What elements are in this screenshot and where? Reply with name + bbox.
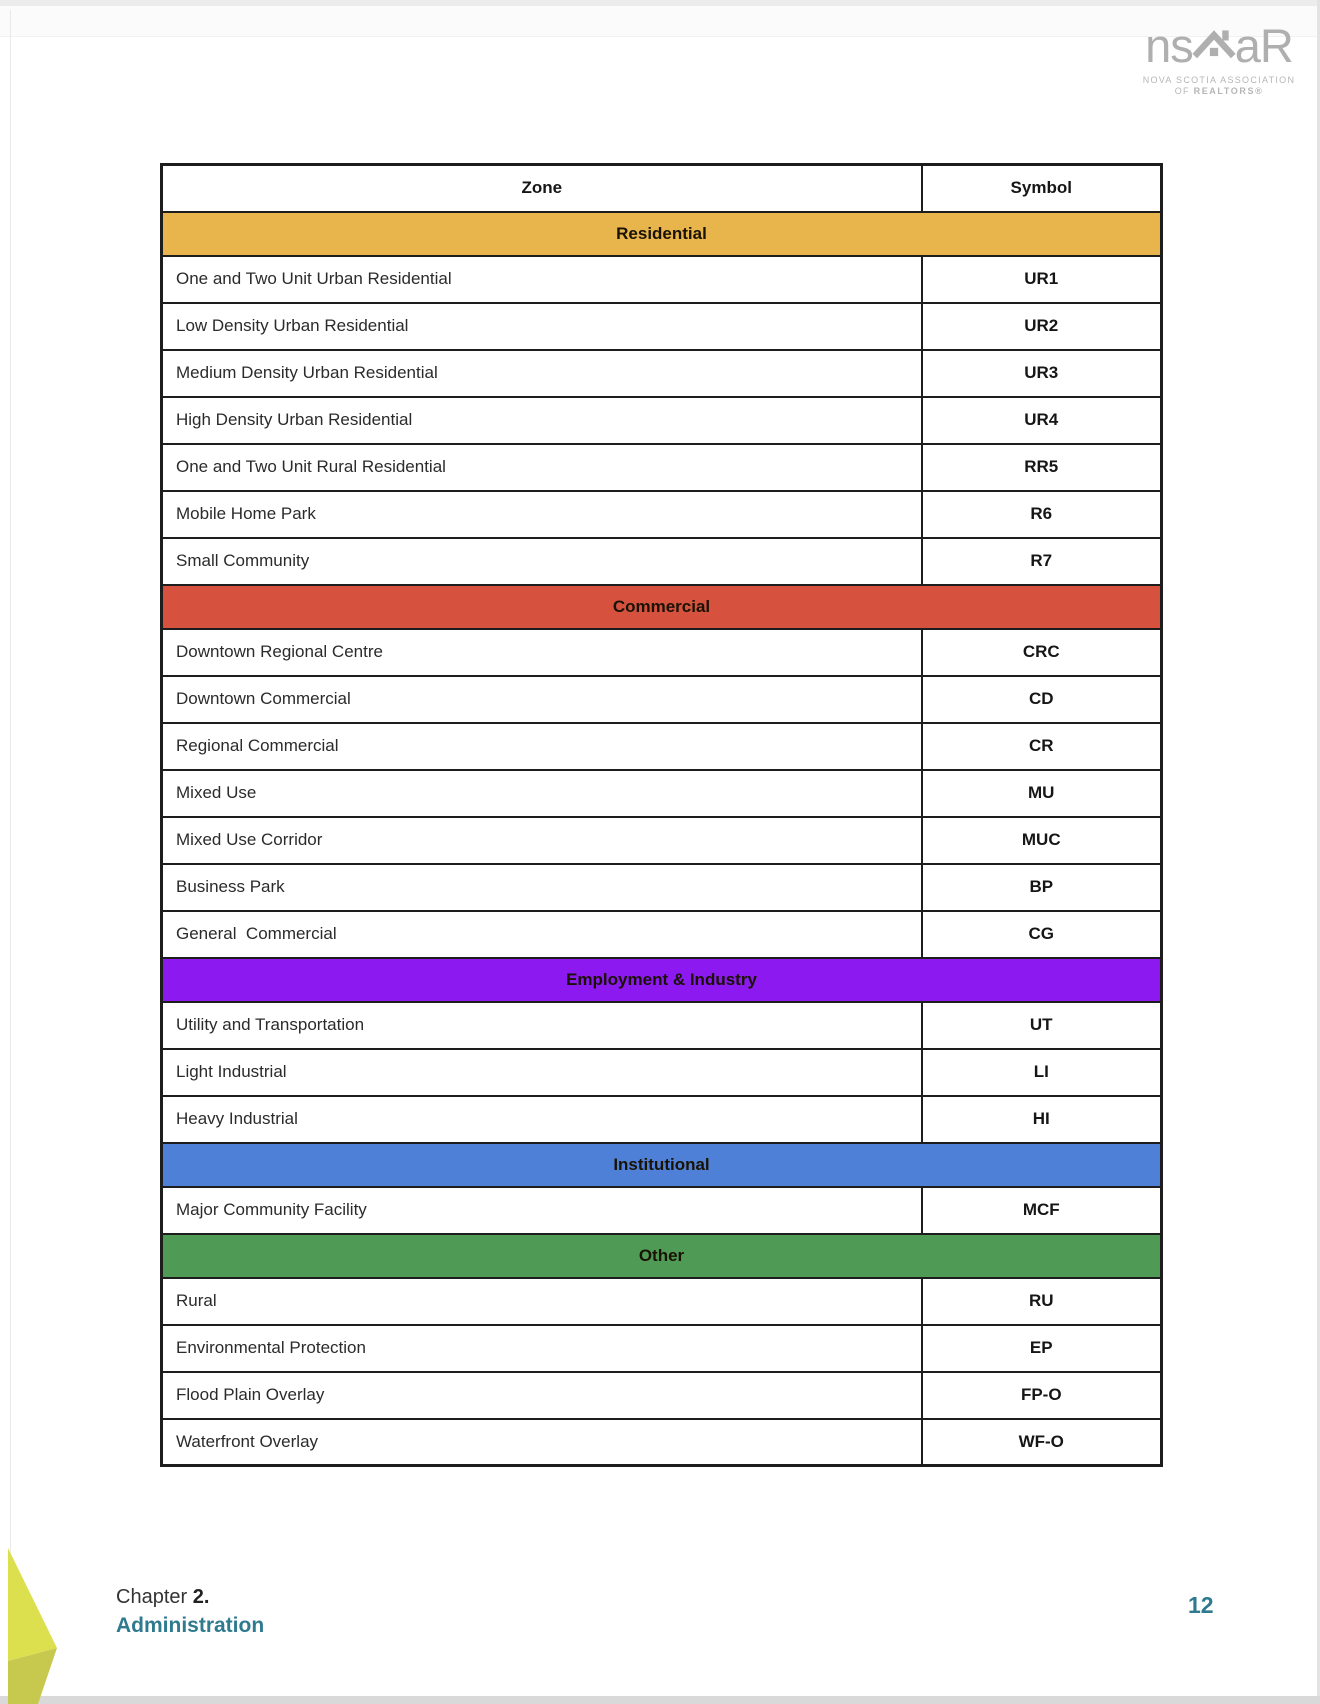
logo-subtitle-line1: NOVA SCOTIA ASSOCIATION <box>1142 75 1296 85</box>
table-row <box>162 1096 1162 1143</box>
table-row <box>162 397 1162 444</box>
section-band-label: Commercial <box>162 585 1162 629</box>
table-row <box>162 350 1162 397</box>
symbol-column-header: Symbol <box>922 165 1162 212</box>
table-row <box>162 1325 1162 1372</box>
table-row <box>162 538 1162 585</box>
table-row <box>162 1002 1162 1049</box>
zone-symbol: UR3 <box>922 350 1162 397</box>
zone-symbol: CD <box>922 676 1162 723</box>
zone-name: Mixed Use <box>162 770 922 817</box>
chapter-line <box>116 1586 264 1609</box>
nsar-logo <box>1134 19 1304 97</box>
zone-symbol: UR2 <box>922 303 1162 350</box>
page-number: 12 <box>1188 1592 1214 1618</box>
zone-name: Major Community Facility <box>162 1187 922 1234</box>
zone-symbol: R6 <box>922 491 1162 538</box>
zone-name: Utility and Transportation <box>162 1002 922 1049</box>
zone-symbol: CRC <box>922 629 1162 676</box>
table-row <box>162 770 1162 817</box>
zone-name: Downtown Regional Centre <box>162 629 922 676</box>
zone-name: Regional Commercial <box>162 723 922 770</box>
section-band-other <box>162 1234 1162 1278</box>
table-row <box>162 723 1162 770</box>
table-row <box>162 1278 1162 1325</box>
zone-name: Heavy Industrial <box>162 1096 922 1143</box>
page-top-shade <box>0 6 1320 37</box>
chapter-title: Administration <box>116 1614 265 1637</box>
table-row <box>162 491 1162 538</box>
section-band-institutional <box>162 1143 1162 1187</box>
table-row <box>162 303 1162 350</box>
table-row <box>162 1049 1162 1096</box>
zone-symbol: WF-O <box>922 1419 1162 1466</box>
section-band-label: Other <box>162 1234 1162 1278</box>
zoning-table <box>160 163 1163 1467</box>
zone-symbol: LI <box>922 1049 1162 1096</box>
zone-name: Environmental Protection <box>162 1325 922 1372</box>
zone-name: High Density Urban Residential <box>162 397 922 444</box>
zone-symbol: R7 <box>922 538 1162 585</box>
zone-name: Small Community <box>162 538 922 585</box>
logo-text-left: ns <box>1145 19 1193 72</box>
zone-symbol: MCF <box>922 1187 1162 1234</box>
zone-name: Light Industrial <box>162 1049 922 1096</box>
section-band-label: Institutional <box>162 1143 1162 1187</box>
zone-column-header: Zone <box>162 165 922 212</box>
corner-ribbon-decoration <box>7 1548 59 1704</box>
table-row <box>162 256 1162 303</box>
zone-symbol: MU <box>922 770 1162 817</box>
logo-subtitle-line2: OF REALTORS® <box>1174 86 1264 96</box>
chapter-prefix: Chapter <box>116 1586 193 1608</box>
table-row <box>162 1187 1162 1234</box>
table-row <box>162 864 1162 911</box>
zone-name: One and Two Unit Urban Residential <box>162 256 922 303</box>
zone-name: Rural <box>162 1278 922 1325</box>
logo-text-right: aR <box>1234 19 1293 72</box>
zone-symbol: HI <box>922 1096 1162 1143</box>
zone-name: Flood Plain Overlay <box>162 1372 922 1419</box>
zone-symbol: RU <box>922 1278 1162 1325</box>
zone-symbol: UR4 <box>922 397 1162 444</box>
table-row <box>162 629 1162 676</box>
zone-name: Low Density Urban Residential <box>162 303 922 350</box>
table-row <box>162 444 1162 491</box>
zoning-table-body <box>162 212 1162 1466</box>
zoning-table-container <box>160 163 1160 1467</box>
table-row <box>162 817 1162 864</box>
zone-symbol: RR5 <box>922 444 1162 491</box>
zone-name: Downtown Commercial <box>162 676 922 723</box>
zone-symbol: CG <box>922 911 1162 958</box>
zone-symbol: BP <box>922 864 1162 911</box>
house-roof-icon <box>1192 26 1236 72</box>
zone-name: General Commercial <box>162 911 922 958</box>
table-row <box>162 911 1162 958</box>
section-band-employment-industry <box>162 958 1162 1002</box>
zone-symbol: FP-O <box>922 1372 1162 1419</box>
zone-symbol: UR1 <box>922 256 1162 303</box>
nsar-logo-subtitle <box>1134 75 1304 97</box>
chapter-number: 2. <box>192 1586 210 1608</box>
table-row <box>162 1419 1162 1466</box>
zone-name: Mixed Use Corridor <box>162 817 922 864</box>
zone-name: Business Park <box>162 864 922 911</box>
zone-name: One and Two Unit Rural Residential <box>162 444 922 491</box>
section-band-commercial <box>162 585 1162 629</box>
zone-name: Mobile Home Park <box>162 491 922 538</box>
footer-chapter-block <box>116 1586 264 1638</box>
page-left-edge <box>10 10 11 1696</box>
table-row <box>162 676 1162 723</box>
nsar-logo-wordmark <box>1134 19 1304 72</box>
zone-symbol: CR <box>922 723 1162 770</box>
section-band-label: Employment & Industry <box>162 958 1162 1002</box>
zone-name: Waterfront Overlay <box>162 1419 922 1466</box>
section-band-residential <box>162 212 1162 256</box>
table-row <box>162 1372 1162 1419</box>
zone-symbol: EP <box>922 1325 1162 1372</box>
zone-symbol: UT <box>922 1002 1162 1049</box>
table-header-row <box>162 165 1162 212</box>
zone-symbol: MUC <box>922 817 1162 864</box>
page-bottom-edge <box>0 1696 1320 1704</box>
section-band-label: Residential <box>162 212 1162 256</box>
zone-name: Medium Density Urban Residential <box>162 350 922 397</box>
